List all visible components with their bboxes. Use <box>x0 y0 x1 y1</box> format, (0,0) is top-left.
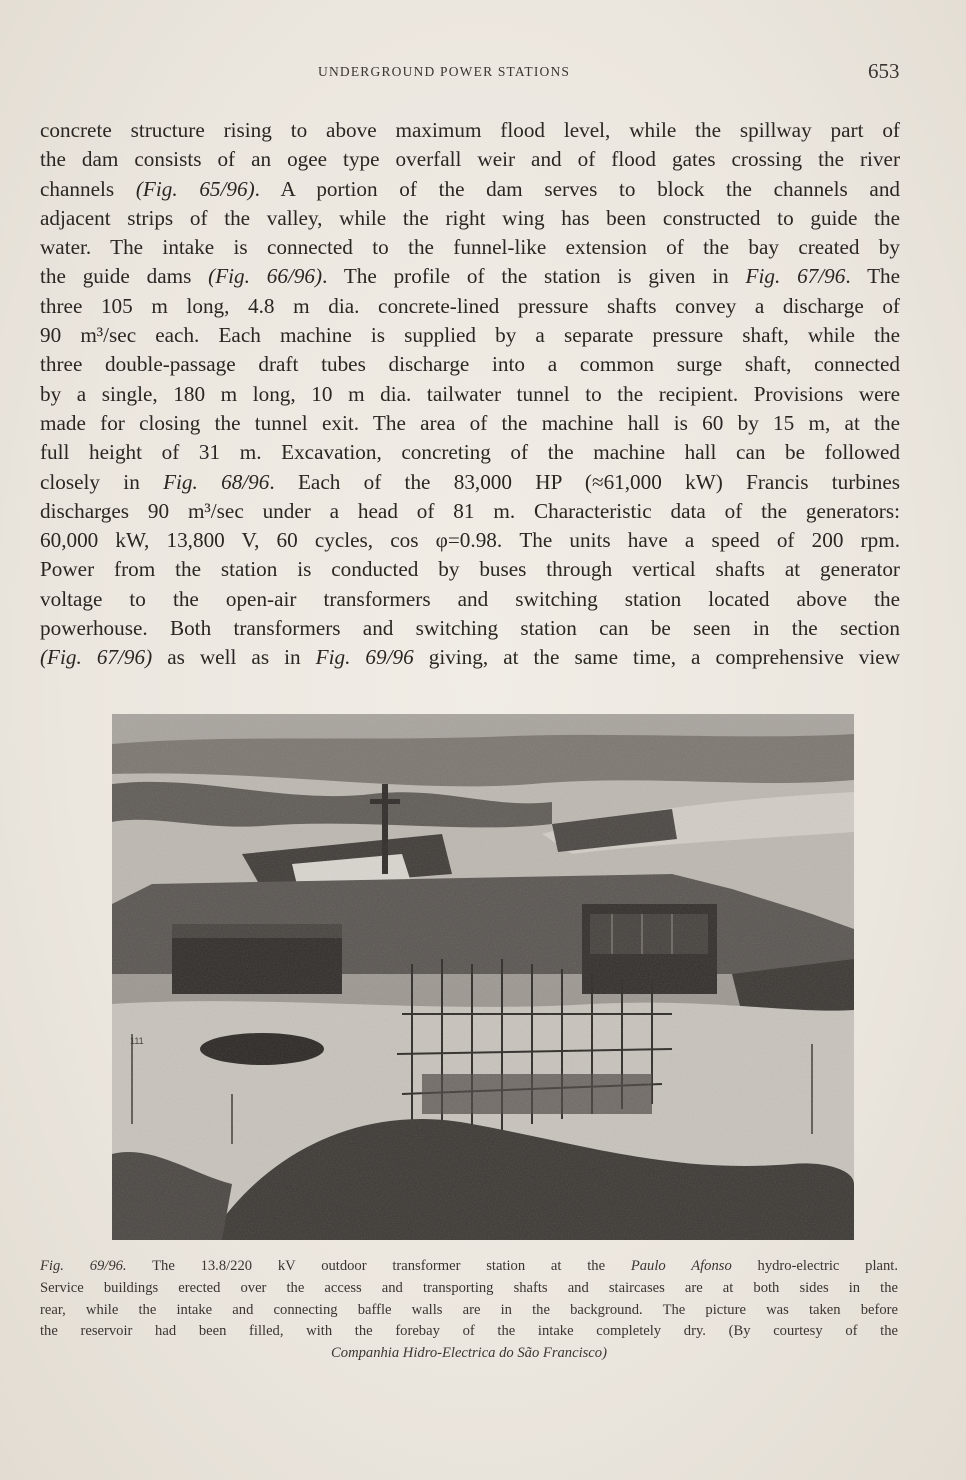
text-run: Service buildings erected over the access and transporting shafts and staircases are at both sides in the <box>40 1279 898 1296</box>
text-line <box>40 497 900 526</box>
text-line <box>40 292 900 321</box>
power-station-photo <box>112 714 854 1240</box>
text-run: . The profile of the station is given in <box>322 264 746 289</box>
caption-line <box>40 1278 898 1300</box>
text-run: powerhouse. Both transformers and switching station can be seen in the section <box>40 616 900 641</box>
figure-reference: Paulo Afonso <box>630 1258 732 1274</box>
text-line <box>40 204 900 233</box>
text-line <box>40 643 900 672</box>
figure-reference: (Fig. 65/96) <box>135 176 255 201</box>
text-line <box>40 145 900 174</box>
text-line <box>40 409 900 438</box>
body-paragraph <box>40 116 900 673</box>
text-run: giving, at the same time, a comprehensive view <box>413 645 900 670</box>
caption-line <box>40 1321 898 1343</box>
text-line <box>40 350 900 379</box>
text-run: the dam consists of an ogee type overfall weir and of flood gates crossing the river <box>40 147 900 172</box>
running-head <box>0 59 966 84</box>
text-run: the reservoir had been filled, with the forebay of the intake completely dry. (By courtesy of the <box>40 1323 898 1340</box>
text-run: three double-passage draft tubes discharge into a common surge shaft, connected <box>40 352 900 377</box>
text-line <box>40 116 900 145</box>
text-run: . A portion of the dam serves to block the channels and <box>254 176 900 201</box>
text-run: The 13.8/220 kV outdoor transformer station at the <box>126 1258 631 1274</box>
text-line <box>40 526 900 555</box>
text-run: by a single, 180 m long, 10 m dia. tailwater tunnel to the recipient. Provisions were <box>40 381 900 406</box>
text-run: 90 m³/sec each. Each machine is supplied by a separate pressure shaft, while the <box>40 323 900 348</box>
text-run: . Each of the 83,000 HP (≈61,000 kW) Francis turbines <box>269 469 900 494</box>
text-run: Power from the station is conducted by buses through vertical shafts at generator <box>40 557 900 582</box>
text-run: hydro-electric plant. <box>731 1258 898 1274</box>
text-run: water. The intake is connected to the funnel-like extension of the bay created by <box>40 235 900 260</box>
text-run: adjacent strips of the valley, while the right wing has been constructed to guide the <box>40 205 900 230</box>
text-run: three 105 m long, 4.8 m dia. concrete-lined pressure shafts convey a discharge of <box>40 293 900 318</box>
page-number: 653 <box>868 59 900 83</box>
text-run: as well as in <box>152 645 316 670</box>
figure-reference: Fig. 69/96. <box>40 1258 127 1274</box>
text-run: rear, while the intake and connecting baffle walls are in the background. The picture was taken before <box>40 1301 898 1318</box>
figure-photograph <box>112 714 854 1240</box>
figure-reference: Fig. 67/96 <box>745 264 846 289</box>
text-line <box>40 321 900 350</box>
text-line <box>40 233 900 262</box>
text-run: made for closing the tunnel exit. The area of the machine hall is 60 by 15 m, at the <box>40 410 900 435</box>
text-line <box>40 585 900 614</box>
text-run: voltage to the open-air transformers and switching station located above the <box>40 586 900 611</box>
figure-reference: (Fig. 67/96) <box>40 645 153 670</box>
text-line <box>40 438 900 467</box>
caption-line <box>40 1300 898 1322</box>
text-line <box>40 380 900 409</box>
text-run: 60,000 kW, 13,800 V, 60 cycles, cos φ=0.98. The units have a speed of 200 rpm. <box>40 528 900 553</box>
caption-line <box>40 1256 898 1278</box>
text-run: concrete structure rising to above maximum flood level, while the spillway part of <box>40 118 900 142</box>
text-line <box>40 175 900 204</box>
text-run: . The <box>845 264 900 289</box>
figure-caption <box>40 1256 898 1365</box>
caption-courtesy: Companhia Hidro-Electrica do São Francisco) <box>331 1345 607 1362</box>
figure-reference: Fig. 68/96 <box>163 469 270 494</box>
text-line <box>40 468 900 497</box>
figure-reference: (Fig. 66/96) <box>208 264 323 289</box>
text-run: the guide dams <box>40 264 209 289</box>
text-line <box>40 614 900 643</box>
text-run: channels <box>40 176 136 201</box>
text-line <box>40 262 900 291</box>
text-line <box>40 555 900 584</box>
text-run: full height of 31 m. Excavation, concreting of the machine hall can be followed <box>40 440 900 465</box>
text-run: closely in <box>40 469 164 494</box>
running-title: UNDERGROUND POWER STATIONS <box>318 64 571 79</box>
text-run: discharges 90 m³/sec under a head of 81 m. Characteristic data of the generators: <box>40 498 900 523</box>
figure-reference: Fig. 69/96 <box>315 645 414 670</box>
